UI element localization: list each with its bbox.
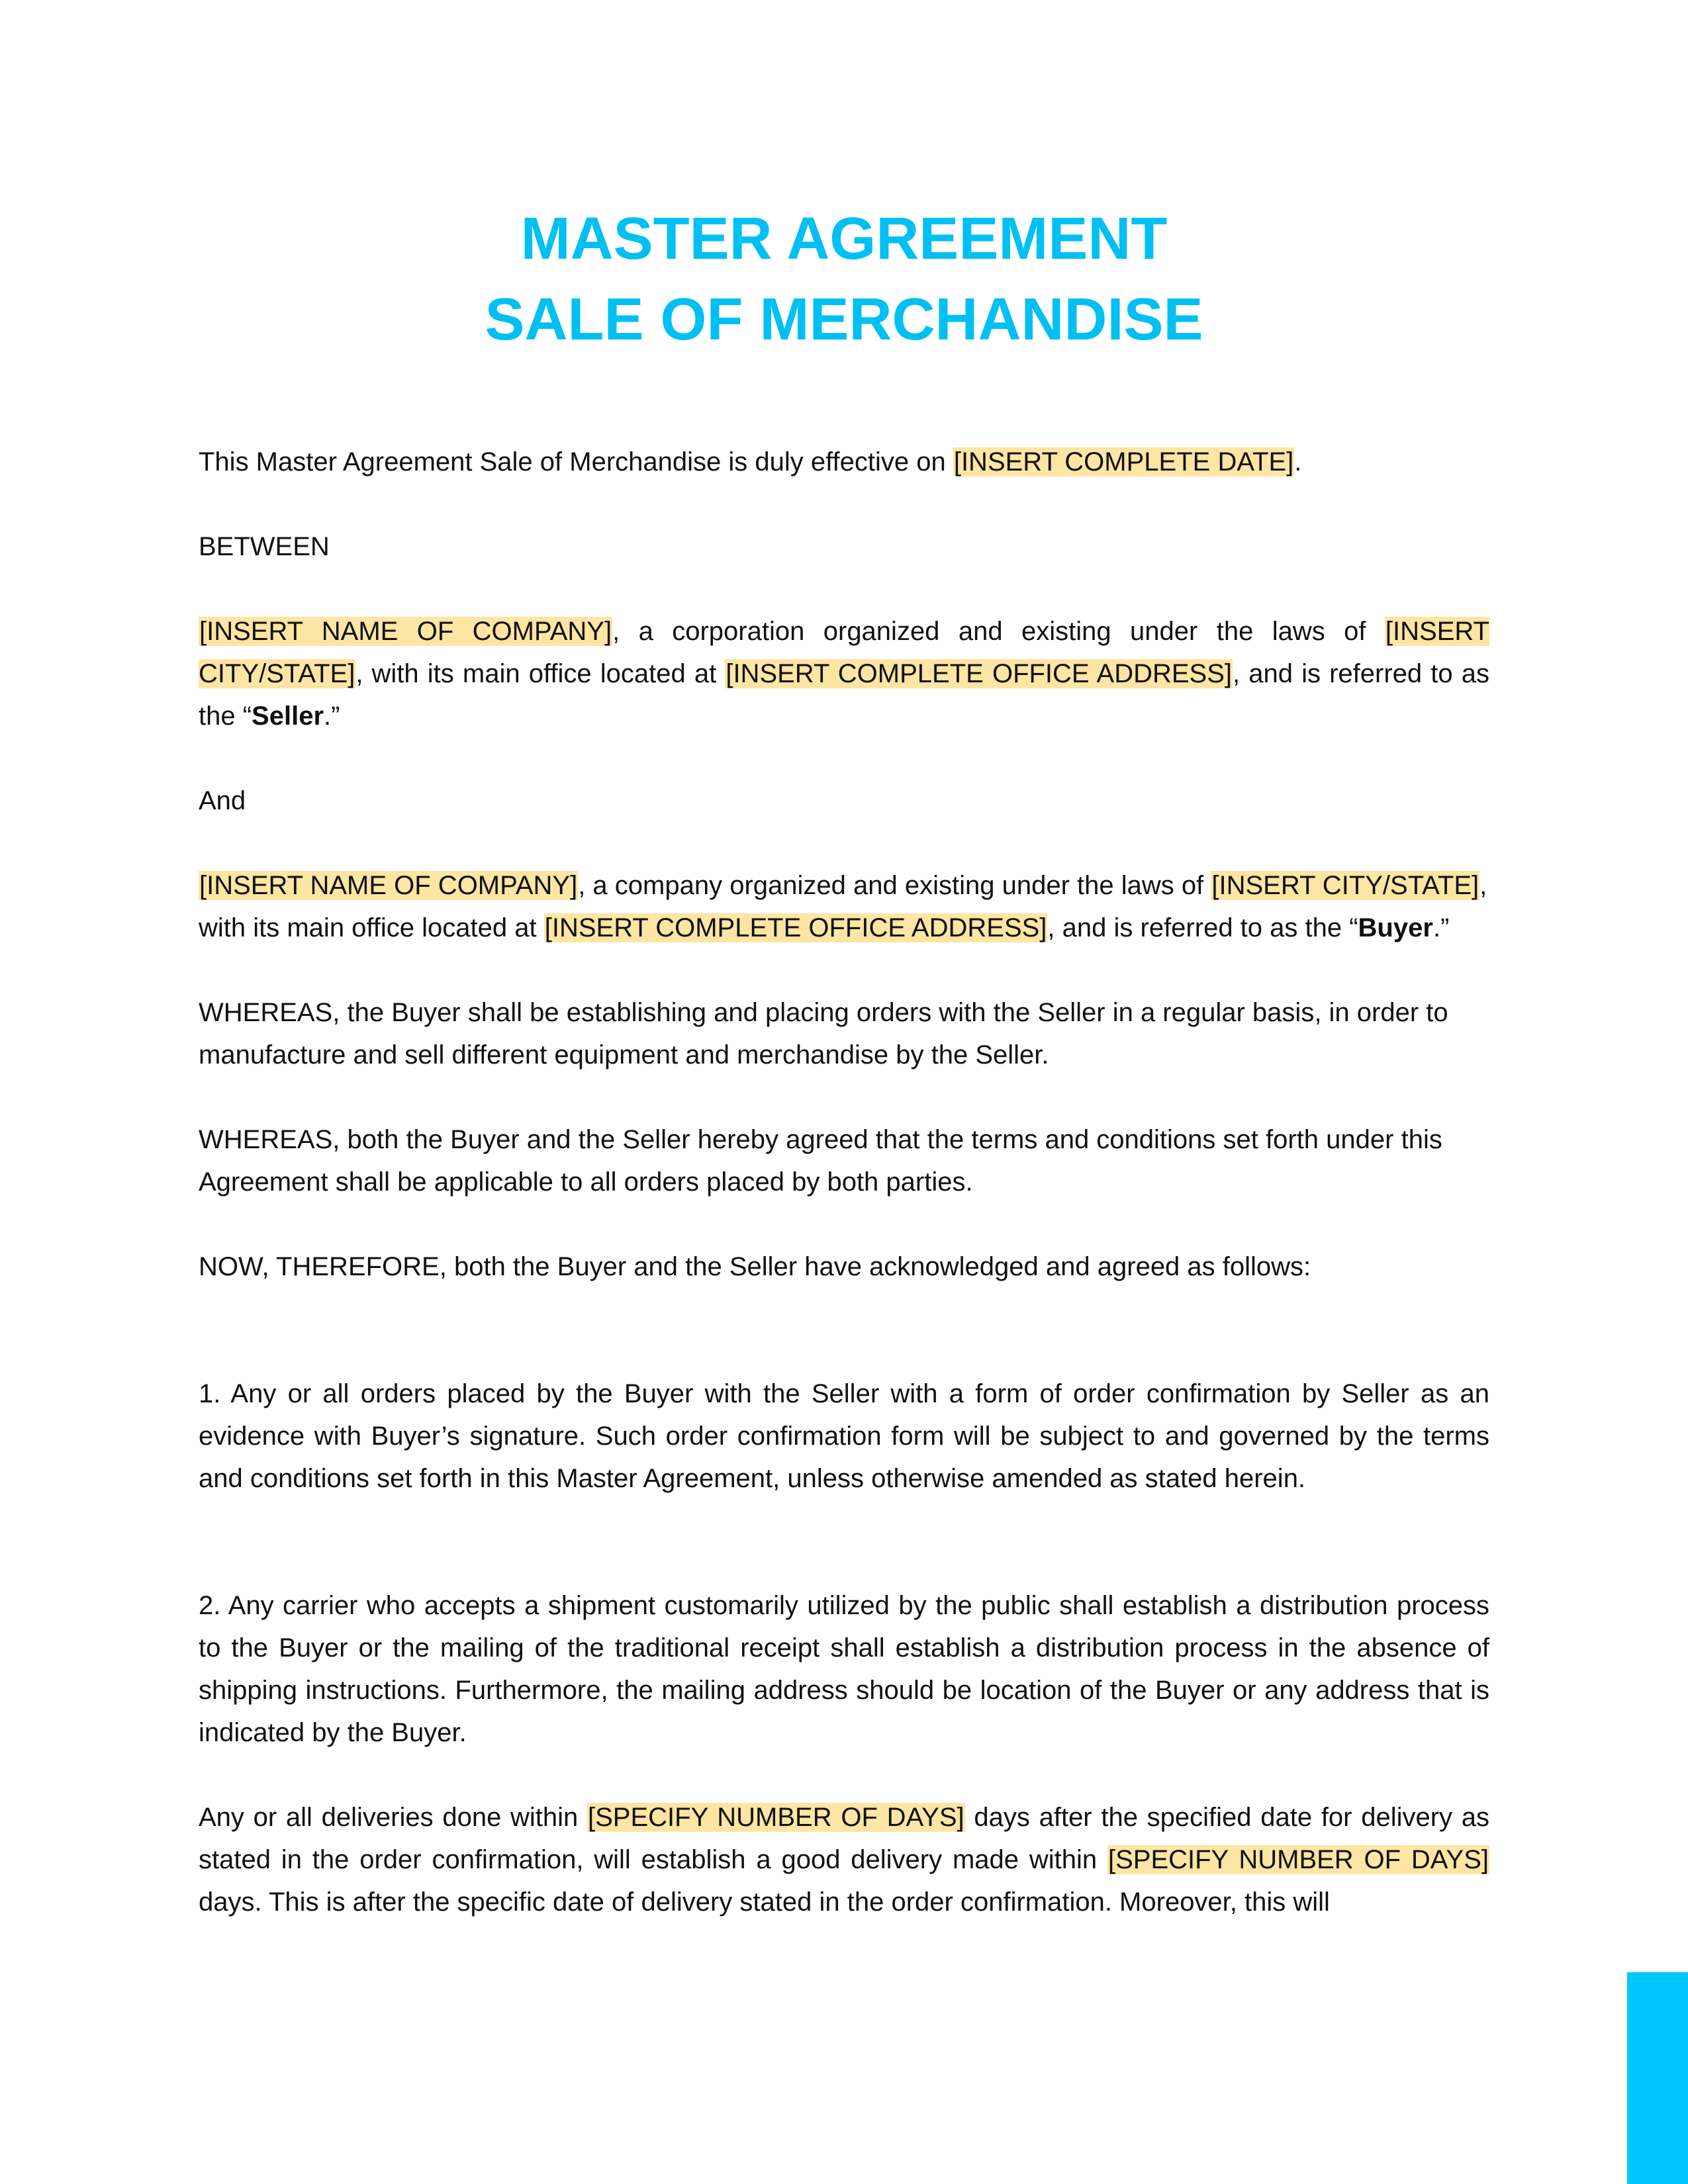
between-heading: BETWEEN	[199, 532, 330, 561]
buyer-text-1: , a company organized and existing under the laws of	[578, 871, 1211, 900]
whereas-paragraph-1: WHEREAS, the Buyer shall be establishing and placing orders with the Seller in a regular basis, in order to manufacture and sell different equipment and merchandise by the Seller.	[199, 998, 1448, 1069]
buyer-text-4: .”	[1432, 913, 1450, 942]
deliveries-text-1: Any or all deliveries done within	[199, 1803, 588, 1832]
seller-role: Seller	[252, 702, 324, 731]
seller-text-1: , a corporation organized and existing under the laws of	[612, 617, 1385, 646]
intro-paragraph	[199, 441, 1489, 483]
seller-paragraph	[199, 610, 1489, 737]
seller-text-2: , with its main office located at	[355, 659, 726, 688]
buyer-city-placeholder[interactable]: [INSERT CITY/STATE]	[1211, 871, 1479, 900]
seller-text-4: .”	[324, 702, 340, 731]
accent-bar	[1627, 1972, 1688, 2184]
and-heading: And	[199, 786, 246, 815]
seller-city-placeholder[interactable]: [INSERT CITY/STATE]	[199, 617, 1489, 688]
days-placeholder-2[interactable]: [SPECIFY NUMBER OF DAYS]	[1107, 1845, 1489, 1874]
days-placeholder-1[interactable]: [SPECIFY NUMBER OF DAYS]	[588, 1803, 964, 1832]
deliveries-text-3: days. This is after the specific date of delivery stated in the order confirmation. Moreover, this will	[199, 1888, 1330, 1917]
buyer-address-placeholder[interactable]: [INSERT COMPLETE OFFICE ADDRESS]	[544, 913, 1047, 942]
clause-1-paragraph: 1. Any or all orders placed by the Buyer with the Seller with a form of order confirmation by Seller as an evidence with Buyer’s signature. Such order confirmation form will be subject to and governed by the terms and conditions set forth in this Master Agreement, unless otherwise amended as stated herein.	[199, 1379, 1489, 1493]
intro-text: This Master Agreement Sale of Merchandise is duly effective on	[199, 447, 953, 477]
seller-address-placeholder[interactable]: [INSERT COMPLETE OFFICE ADDRESS]	[726, 659, 1233, 688]
intro-end: .	[1294, 447, 1302, 477]
title-line-1: MASTER AGREEMENT	[520, 206, 1168, 272]
deliveries-text-2: days after the specified date for delivery as stated in the order confirmation, will establish a good delivery made within	[199, 1803, 1490, 1874]
buyer-role: Buyer	[1358, 913, 1433, 942]
buyer-text-2: , with its main office located at	[199, 871, 1487, 942]
date-placeholder[interactable]: [INSERT COMPLETE DATE]	[953, 447, 1294, 477]
seller-text-3: , and is referred to as the “	[199, 659, 1490, 731]
buyer-text-3: , and is referred to as the “	[1047, 913, 1358, 942]
seller-company-placeholder[interactable]: [INSERT NAME OF COMPANY]	[199, 617, 612, 646]
document-title	[0, 199, 1688, 360]
buyer-paragraph	[199, 864, 1489, 949]
document-body	[199, 441, 1489, 1966]
whereas-paragraph-2: WHEREAS, both the Buyer and the Seller hereby agreed that the terms and conditions set forth under this Agreement shall be applicable to all orders placed by both parties.	[199, 1125, 1442, 1197]
buyer-company-placeholder[interactable]: [INSERT NAME OF COMPANY]	[199, 871, 578, 900]
deliveries-paragraph	[199, 1796, 1489, 1923]
now-therefore-paragraph: NOW, THEREFORE, both the Buyer and the Seller have acknowledged and agreed as follows:	[199, 1252, 1311, 1281]
clause-2-paragraph: 2. Any carrier who accepts a shipment customarily utilized by the public shall establish a distribution process to the Buyer or the mailing of the traditional receipt shall establish a distribution process in the absence of shipping instructions. Furthermore, the mailing address should be location of the Buyer or any address that is indicated by the Buyer.	[199, 1591, 1489, 1747]
title-line-2: SALE OF MERCHANDISE	[485, 287, 1203, 353]
